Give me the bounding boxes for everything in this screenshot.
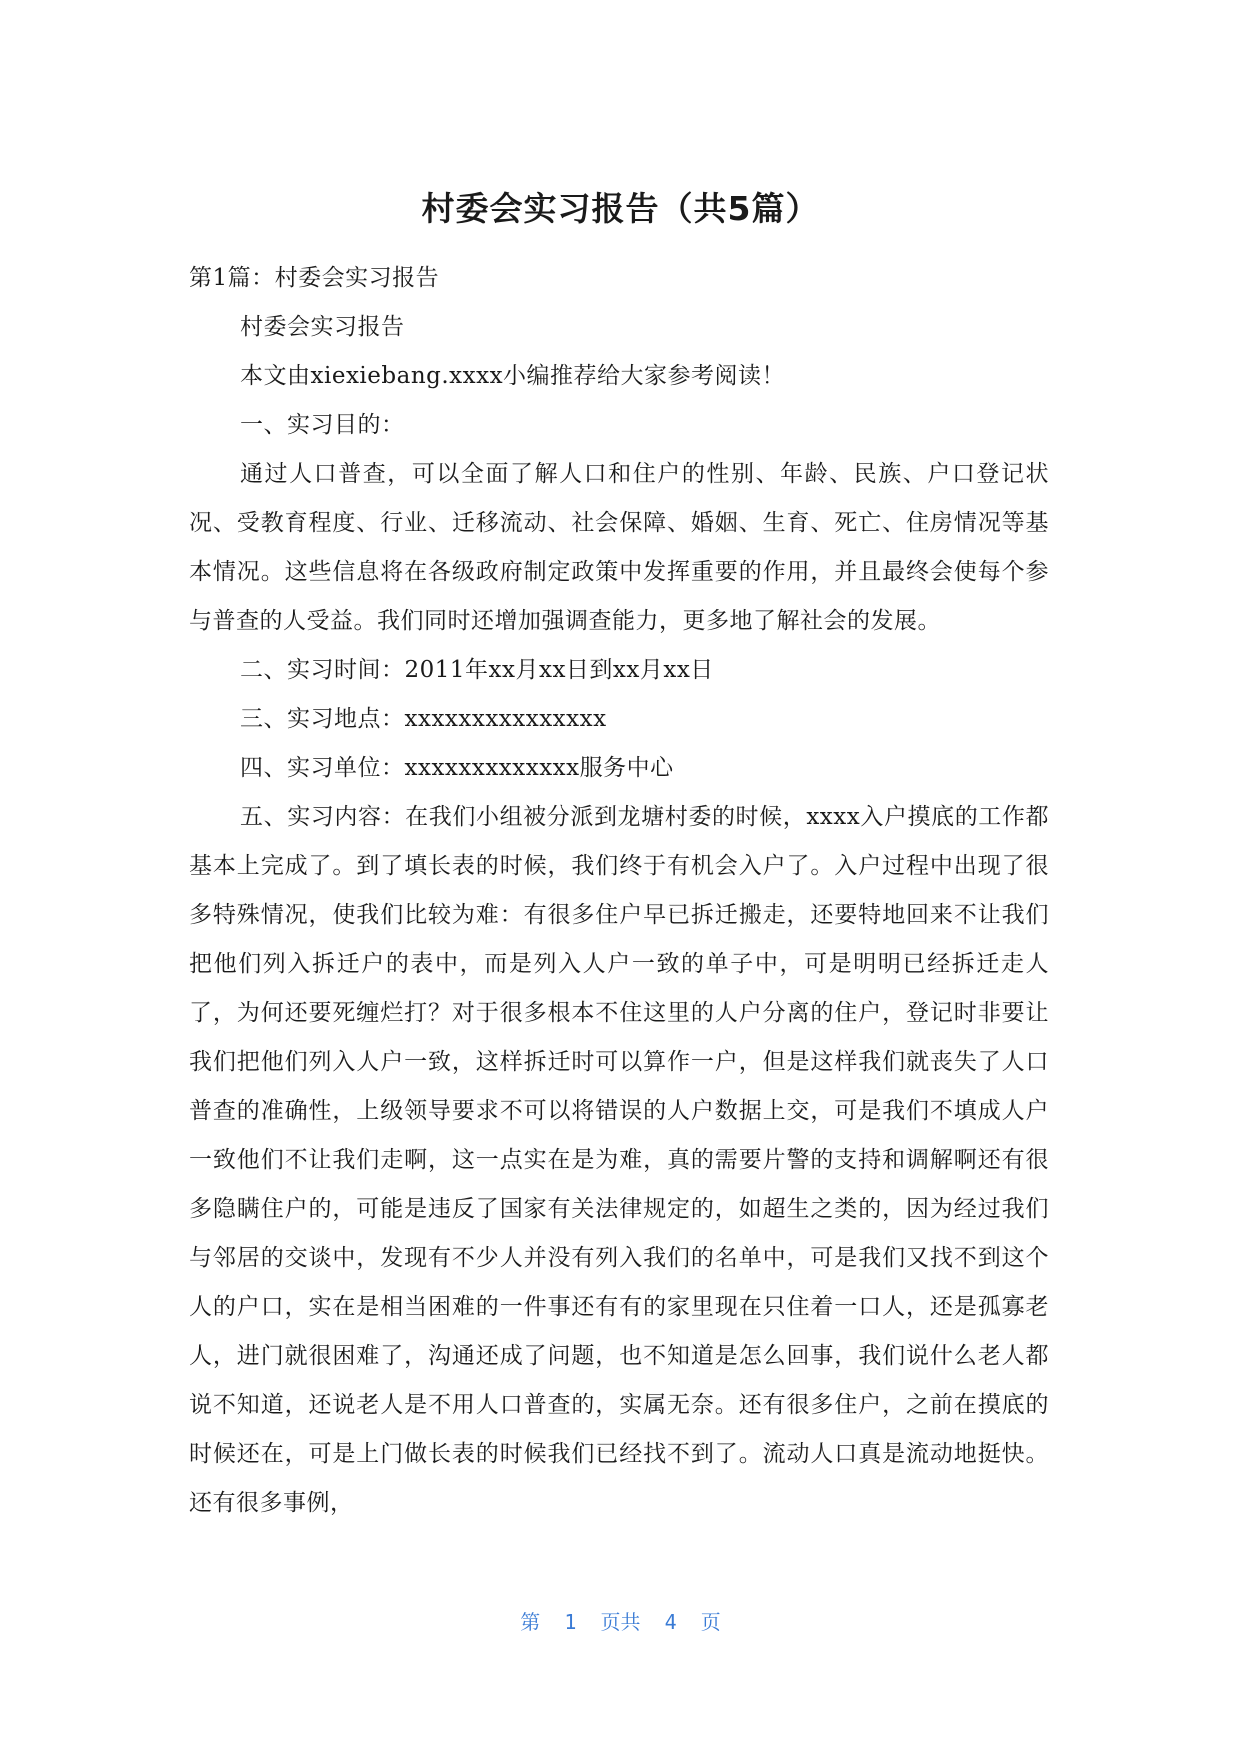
paragraph: 本文由xiexiebang.xxxx小编推荐给大家参考阅读！: [240, 363, 786, 389]
document-body: [189, 254, 1049, 1528]
paragraph: 四、实习单位：xxxxxxxxxxxxx服务中心: [240, 755, 674, 781]
paragraph: 五、实习内容：在我们小组被分派到龙塘村委的时候，xxxx入户摸底的工作都基本上完成了。到了填长表的时候，我们终于有机会入户了。入户过程中出现了很多特殊情况，使我们比较为难：有很多住户早已拆迁搬走，还要特地回来不让我们把他们列入拆迁户的表中，而是列入人户一致的单子中，可是明明已经拆迁走人了，为何还要死缠烂打？对于很多根本不住这里的人户分离的住户，登记时非要让我们把他们列入人户一致，这样拆迁时可以算作一户，但是这样我们就丧失了人口普查的准确性，上级领导要求不可以将错误的人户数据上交，可是我们不填成人户一致他们不让我们走啊，这一点实在是为难，真的需要片警的支持和调解啊还有很多隐瞒住户的，可能是违反了国家有关法律规定的，如超生之类的，因为经过我们与邻居的交谈中，发现有不少人并没有列入我们的名单中，可是我们又找不到这个人的户口，实在是相当困难的一件事还有有的家里现在只住着一口人，还是孤寡老人，进门就很困难了，沟通还成了问题，也不知道是怎么回事，我们说什么老人都说不知道，还说老人是不用人口普查的，实属无奈。还有很多住户，之前在摸底的时候还在，可是上门做长表的时候我们已经找不到了。流动人口真是流动地挺快。还有很多事例，: [189, 804, 1049, 1516]
document-title: 村委会实习报告（共5篇）: [421, 189, 820, 228]
paragraph: 三、实习地点：xxxxxxxxxxxxxxx: [240, 706, 607, 732]
paragraph: 村委会实习报告: [240, 314, 405, 340]
paragraph: 一、实习目的：: [240, 412, 405, 438]
paragraph: 通过人口普查，可以全面了解人口和住户的性别、年龄、民族、户口登记状况、受教育程度、行业、迁移流动、社会保障、婚姻、生育、死亡、住房情况等基本情况。这些信息将在各级政府制定政策中发挥重要的作用，并且最终会使每个参与普查的人受益。我们同时还增加强调查能力，更多地了解社会的发展。: [189, 461, 1049, 634]
paragraph: 二、实习时间：2011年xx月xx日到xx月xx日: [240, 657, 714, 683]
page-number-footer: 第 1 页共 4 页: [520, 1610, 721, 1634]
section-heading: 第1篇：村委会实习报告: [189, 265, 440, 291]
